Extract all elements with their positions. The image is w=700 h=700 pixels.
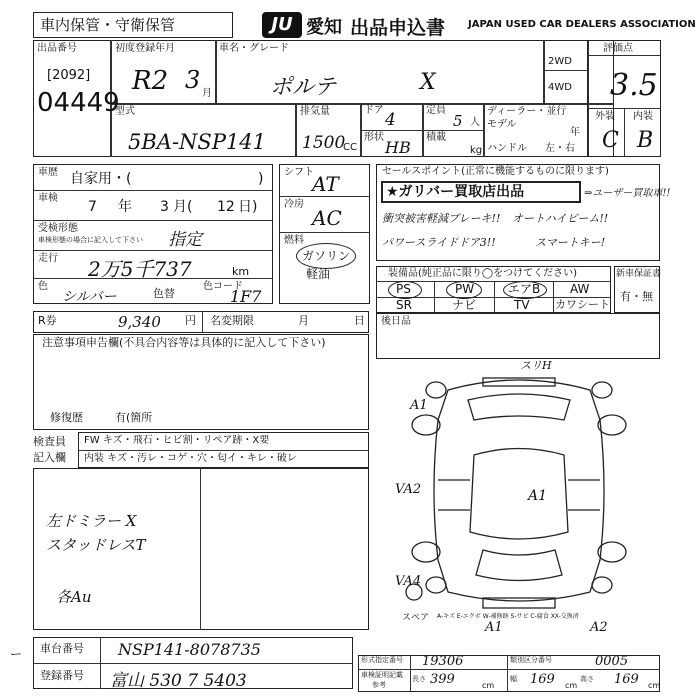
interior-grade: B xyxy=(637,128,654,153)
circle-airbag xyxy=(503,281,547,299)
capacity-label: 定員 xyxy=(426,105,446,116)
warranty-opts: 有・無 xyxy=(620,290,653,303)
year-unit: 年 xyxy=(570,127,580,138)
sales-line-4: スマートキー! xyxy=(535,236,606,249)
mileage-unit: km xyxy=(232,265,250,278)
recycle-block xyxy=(33,311,369,333)
fuel-label: 燃料 xyxy=(284,235,304,246)
interior-line: 内装 キズ・汚レ・コゲ・穴・匂イ・キレ・破レ xyxy=(84,453,297,464)
model-label: 型式 xyxy=(115,106,135,117)
capacity-value: 5 xyxy=(453,112,463,130)
note-line-0: 左ドミラー X xyxy=(46,512,137,530)
color-value: シルバー xyxy=(62,289,117,305)
note-line-1: スタッドレスT xyxy=(46,536,146,554)
spec-width-value: 169 xyxy=(530,672,555,687)
equip-sr: SR xyxy=(396,298,412,312)
gasoline-circle xyxy=(296,243,356,269)
interior-label: 内装 xyxy=(633,111,653,122)
equip-pw: PW xyxy=(455,282,475,296)
gulliver-stamp-text: ★ガリバー買取店出品 xyxy=(386,184,525,200)
equip-tv: TV xyxy=(514,298,530,312)
damage-legend: A-キズ E-エクボ W-補修跡 S-サビ C-腐食 XX-交換済 xyxy=(437,613,579,620)
sales-line-1: 衝突被害軽減ブレーキ!! xyxy=(382,212,501,225)
association-name: JAPAN USED CAR DEALERS ASSOCIATION xyxy=(468,19,696,30)
shift-label: シフト xyxy=(284,167,314,178)
sales-line-0: ⇒ユーザー買取車!! xyxy=(584,188,671,199)
margin-mark: ー xyxy=(10,647,23,661)
transfer-month-unit: 月 xyxy=(298,314,309,327)
history-close: ) xyxy=(258,171,264,187)
first-reg-month-unit: 月 xyxy=(202,88,212,99)
spec-length-value: 399 xyxy=(430,672,455,687)
spec-length-label: 長さ xyxy=(412,675,426,683)
reg-label: 登録番号 xyxy=(40,669,84,682)
mileage-label: 走行 xyxy=(38,253,58,264)
drive-2wd: 2WD xyxy=(548,56,572,67)
sales-line-2: オートハイビーム!! xyxy=(512,212,609,225)
reg-value: 富山 530 7 5403 xyxy=(110,671,247,691)
repair-label: 修復歴 xyxy=(50,411,83,424)
spec-width-label: 幅 xyxy=(510,675,517,683)
fw-line: FW キズ・飛石・ヒビ割・リペア跡・X要 xyxy=(84,435,270,446)
spec-length-unit: cm xyxy=(482,681,495,690)
lot-label: 出品番号 xyxy=(37,43,77,54)
handle-opts: 左・右 xyxy=(545,143,575,154)
spec-cert-label: 車検証明記載 xyxy=(361,671,403,679)
note-line-3: 各Au xyxy=(56,588,92,606)
equipment-label: 装備品(純正品に限り◯をつけてください) xyxy=(388,268,577,279)
shape-label: 形状 xyxy=(364,132,384,143)
load-unit: kg xyxy=(470,145,483,156)
receive-value: 指定 xyxy=(168,230,202,250)
spec-class-label: 類別区分番号 xyxy=(510,656,552,664)
shaken-label: 車検 xyxy=(38,193,58,204)
cooler-label: 冷房 xyxy=(284,199,304,210)
recycle-unit: 円 xyxy=(185,314,196,327)
recycle-label: R券 xyxy=(38,314,57,327)
entry-label: 記入欄 xyxy=(33,451,66,464)
ju-logo: JU xyxy=(262,12,302,38)
shape-value: HB xyxy=(385,138,411,157)
shaken-year-unit: 年 xyxy=(118,199,132,215)
first-reg-label: 初度登録年月 xyxy=(115,43,175,54)
diagram-label-1: A1 xyxy=(410,398,428,413)
spec-ref-label: 参考 xyxy=(372,681,386,689)
dealer-label: ディーラー・並行 xyxy=(487,106,567,117)
handle-label: ハンドル xyxy=(487,143,527,154)
equip-navi: ナビ xyxy=(452,298,477,312)
car-name: ポルテ xyxy=(270,75,337,100)
sales-line-3: パワースライドドア3!! xyxy=(382,236,496,249)
drive-4wd: 4WD xyxy=(548,82,572,93)
spec-type-label: 形式指定番号 xyxy=(361,656,403,664)
diagram-label-2: VA2 xyxy=(395,482,422,497)
spec-type-value: 19306 xyxy=(422,654,464,669)
spec-height-unit: cm xyxy=(648,681,661,690)
diagram-label-3: A1 xyxy=(528,488,548,504)
color-change-label: 色替 xyxy=(153,287,175,300)
color-code: 1F7 xyxy=(230,287,262,306)
displacement-value: 1500 xyxy=(302,133,346,153)
first-reg-year: R2 xyxy=(132,66,169,96)
spec-height-value: 169 xyxy=(614,672,639,687)
grade-score: 3.5 xyxy=(610,68,658,103)
displacement-label: 排気量 xyxy=(300,106,330,117)
mileage-value: 2万5千737 xyxy=(88,257,192,281)
history-label: 車歴 xyxy=(38,167,58,178)
chassis-value: NSP141-8078735 xyxy=(118,640,261,659)
shaken-year: 7 xyxy=(88,199,97,215)
doors-label: ドア xyxy=(364,105,384,116)
model-year-label: モデル xyxy=(487,119,517,130)
spec-height-label: 高さ xyxy=(580,675,594,683)
shift-value: AT xyxy=(312,172,339,196)
recycle-value: 9,340 xyxy=(118,313,161,331)
notes-label: 注意事項申告欄(不具合内容等は具体的に記入して下さい) xyxy=(42,336,326,349)
displacement-unit: CC xyxy=(343,142,357,153)
lot-number: 04449 xyxy=(37,88,120,118)
spec-width-unit: cm xyxy=(565,681,578,690)
shaken-month: 3 xyxy=(160,199,169,215)
color-label: 色 xyxy=(38,281,48,292)
first-reg-month: 3 xyxy=(185,66,201,94)
equip-ps: PS xyxy=(396,282,411,296)
rear-date-label: 後日品 xyxy=(381,316,411,327)
grade-label: 評価点 xyxy=(603,43,633,54)
car-name-label: 車名・グレード xyxy=(219,43,289,54)
inspector-label: 検査員 xyxy=(33,435,66,448)
color-code-label: 色コード xyxy=(203,281,243,292)
doors-value: 4 xyxy=(385,110,396,130)
history-value: 自家用・( xyxy=(70,171,132,187)
car-grade: X xyxy=(420,70,436,95)
receive-label: 受検形態 xyxy=(38,223,78,234)
cooler-value: AC xyxy=(312,206,342,230)
sales-points-label: セールスポイント(正常に機能するものに限ります) xyxy=(382,166,609,177)
equip-leather: カワシート xyxy=(555,298,610,311)
diagram-label-0: スリH xyxy=(520,359,552,372)
org-name: 愛知 xyxy=(306,17,342,38)
equip-aw: AW xyxy=(570,282,590,296)
shaken-day: 12 xyxy=(217,199,235,215)
equip-airbag: エアB xyxy=(508,282,541,296)
lot-small-number: [2092] xyxy=(47,68,91,83)
fuel-diesel: 軽油 xyxy=(306,267,331,281)
diagram-label-7: A2 xyxy=(590,620,608,635)
repair-value: 有(箇所 xyxy=(115,411,153,424)
diagram-label-5: スペア xyxy=(402,613,430,623)
circle-pw xyxy=(446,281,482,299)
form-title: 出品申込書 xyxy=(350,17,446,39)
transfer-label: 名変期限 xyxy=(210,314,254,327)
receive-note: 車検形態の場合に記入して下さい xyxy=(38,236,143,244)
model-value: 5BA-NSP141 xyxy=(128,130,267,154)
warranty-label: 新車保証書 xyxy=(616,269,662,279)
chassis-label: 車台番号 xyxy=(40,642,84,655)
fuel-gasoline: ガソリン xyxy=(302,249,351,263)
exterior-grade: C xyxy=(602,128,619,153)
shaken-month-unit: 月( xyxy=(173,199,193,215)
circle-ps xyxy=(388,281,422,299)
diagram-label-6: A1 xyxy=(485,620,503,635)
diagram-label-4: VA4 xyxy=(395,574,422,589)
transfer-day-unit: 日 xyxy=(354,314,365,327)
load-label: 積載 xyxy=(426,132,446,143)
spec-class-value: 0005 xyxy=(595,654,629,669)
capacity-unit: 人 xyxy=(470,117,480,128)
shaken-day-unit: 日) xyxy=(238,199,258,215)
rear-date-block xyxy=(376,313,660,359)
exterior-label: 外装 xyxy=(595,111,615,122)
storage-label: 車内保管・守衛保管 xyxy=(40,16,176,34)
